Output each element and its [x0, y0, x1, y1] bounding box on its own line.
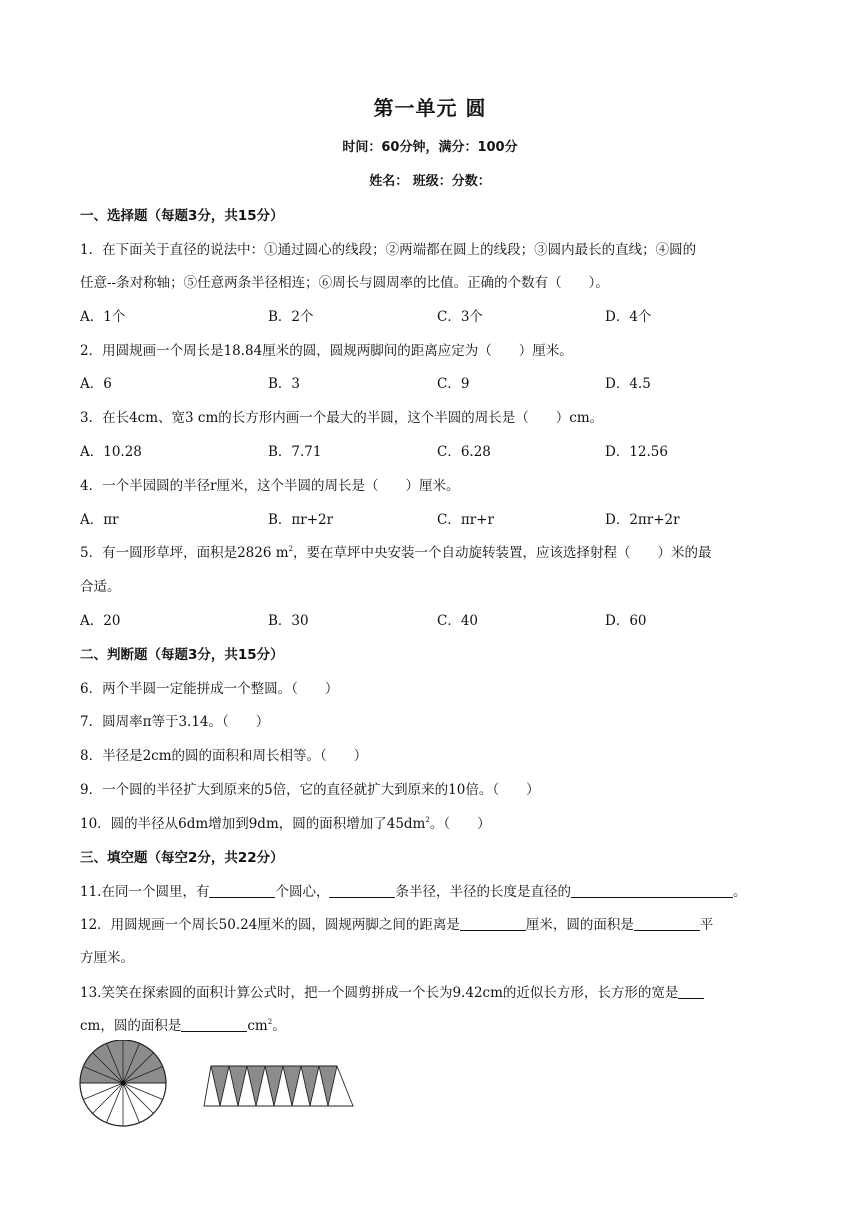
question-6: 6．两个半圆一定能拼成一个整圆。（ ）: [80, 681, 339, 697]
superscript-2: 2: [267, 1018, 273, 1026]
answer-blank[interactable]: [209, 883, 275, 898]
question-5-line-1: [80, 541, 790, 561]
question-4-options: [80, 508, 780, 528]
option-c[interactable]: C．6.28: [437, 444, 491, 460]
option-c[interactable]: C．40: [437, 613, 479, 629]
question-13-text-a: 13.笑笑在探索圆的面积计算公式时，把一个圆剪拼成一个长为9.42cm的近似长方形，长方形的宽是: [80, 985, 679, 1001]
question-11: [80, 880, 790, 900]
circle-sector-figure: [76, 1040, 366, 1160]
superscript-2: 2: [288, 545, 294, 553]
question-4: 4．一个半园圆的半径r厘米，这个半圆的周长是（ ）厘米。: [80, 478, 460, 494]
option-c[interactable]: C．πr+r: [437, 512, 494, 528]
option-d[interactable]: D．4.5: [605, 376, 651, 392]
question-13-text-c: cm: [247, 1018, 268, 1034]
approximate-rectangle-diagram: [204, 1066, 353, 1106]
question-2: 2．用圆规画一个周长是18.84厘米的圆，圆规两脚间的距离应定为（ ）厘米。: [80, 343, 573, 359]
option-b[interactable]: B．30: [268, 613, 309, 629]
question-1-line-1: 1．在下面关于直径的说法中：①通过圆心的线段；②两端都在圆上的线段；③圆内最长的直线；④圆的: [80, 242, 697, 258]
question-11-text-b: 个圆心，: [275, 884, 330, 900]
answer-blank[interactable]: [329, 883, 395, 898]
question-3-options: [80, 440, 780, 460]
section-heading-judgement: 二、判断题（每题3分，共15分）: [80, 647, 284, 663]
section-heading-fill-in: 三、填空题（每空2分，共22分）: [80, 850, 284, 866]
option-a[interactable]: A．6: [80, 376, 112, 392]
question-5-line-2: 合适。: [80, 579, 121, 595]
option-b[interactable]: B．3: [268, 376, 301, 392]
page-title: 第一单元 圆: [373, 96, 487, 120]
option-d[interactable]: D．60: [605, 613, 647, 629]
question-1-options: [80, 305, 780, 325]
option-b[interactable]: B．πr+2r: [268, 512, 334, 528]
question-2-options: [80, 372, 780, 392]
option-b[interactable]: B．7.71: [268, 444, 322, 460]
option-c[interactable]: C．3个: [437, 309, 483, 325]
option-a[interactable]: A．πr: [80, 512, 119, 528]
question-11-text-c: 条半径，半径的长度是直径的: [395, 884, 571, 900]
question-12-text-b: 厘米，圆的面积是: [525, 917, 634, 933]
question-5-options: [80, 609, 780, 629]
question-10: [80, 812, 790, 832]
question-13-line-1: [80, 981, 790, 1001]
question-12-line-1: [80, 913, 790, 933]
answer-blank[interactable]: [634, 916, 700, 931]
question-12-text-c: 平: [699, 917, 714, 933]
question-1-line-2: 任意--条对称轴；⑤任意两条半径相连；⑥周长与圆周率的比值。正确的个数有（ ）。: [80, 275, 609, 291]
time-info: 时间：60分钟，满分：100分: [342, 140, 518, 155]
question-7: 7．圆周率π等于3.14。（ ）: [80, 714, 270, 730]
question-11-text-a: 11.在同一个圆里，有: [80, 884, 210, 900]
question-13-line-2: [80, 1014, 790, 1034]
option-b[interactable]: B．2个: [268, 309, 314, 325]
question-12-line-2: 方厘米。: [80, 950, 134, 966]
question-13-text-b: cm，圆的面积是: [80, 1018, 182, 1034]
question-8: 8．半径是2cm的圆的面积和周长相等。（ ）: [80, 748, 368, 764]
question-5-text-a: 5．有一圆形草坪，面积是2826 m: [80, 545, 289, 561]
answer-blank[interactable]: [571, 883, 733, 898]
answer-blank[interactable]: [678, 984, 704, 999]
question-3: 3．在长4cm、宽3 cm的长方形内画一个最大的半圆，这个半圆的周长是（ ）cm。: [80, 410, 604, 426]
superscript-2: 2: [425, 816, 430, 824]
question-13-text-d: 。: [272, 1018, 286, 1034]
answer-blank[interactable]: [181, 1017, 247, 1032]
question-12-text-a: 12．用圆规画一个周长50.24厘米的圆，圆规两脚之间的距离是: [80, 917, 460, 933]
answer-blank[interactable]: [460, 916, 526, 931]
question-10-text-b: 。（ ）: [429, 816, 491, 832]
question-10-text-a: 10．圆的半径从6dm增加到9dm，圆的面积增加了45dm: [80, 816, 426, 832]
section-heading-choice: 一、选择题（每题3分，共15分）: [80, 208, 284, 224]
question-11-text-d: 。: [732, 884, 747, 900]
option-c[interactable]: C．9: [437, 376, 470, 392]
question-9: 9．一个圆的半径扩大到原来的5倍，它的直径就扩大到原来的10倍。（ ）: [80, 782, 540, 798]
student-info: 姓名： 班级：分数：: [369, 174, 491, 189]
option-a[interactable]: A．10.28: [80, 444, 142, 460]
option-d[interactable]: D．12.56: [605, 444, 668, 460]
option-a[interactable]: A．20: [80, 613, 121, 629]
question-5-text-b: ，要在草坪中央安装一个自动旋转装置，应该选择射程（ ）米的最: [293, 545, 712, 561]
sector-circle-diagram: [80, 1040, 166, 1126]
option-a[interactable]: A．1个: [80, 309, 126, 325]
option-d[interactable]: D．2πr+2r: [605, 512, 680, 528]
option-d[interactable]: D．4个: [605, 309, 652, 325]
